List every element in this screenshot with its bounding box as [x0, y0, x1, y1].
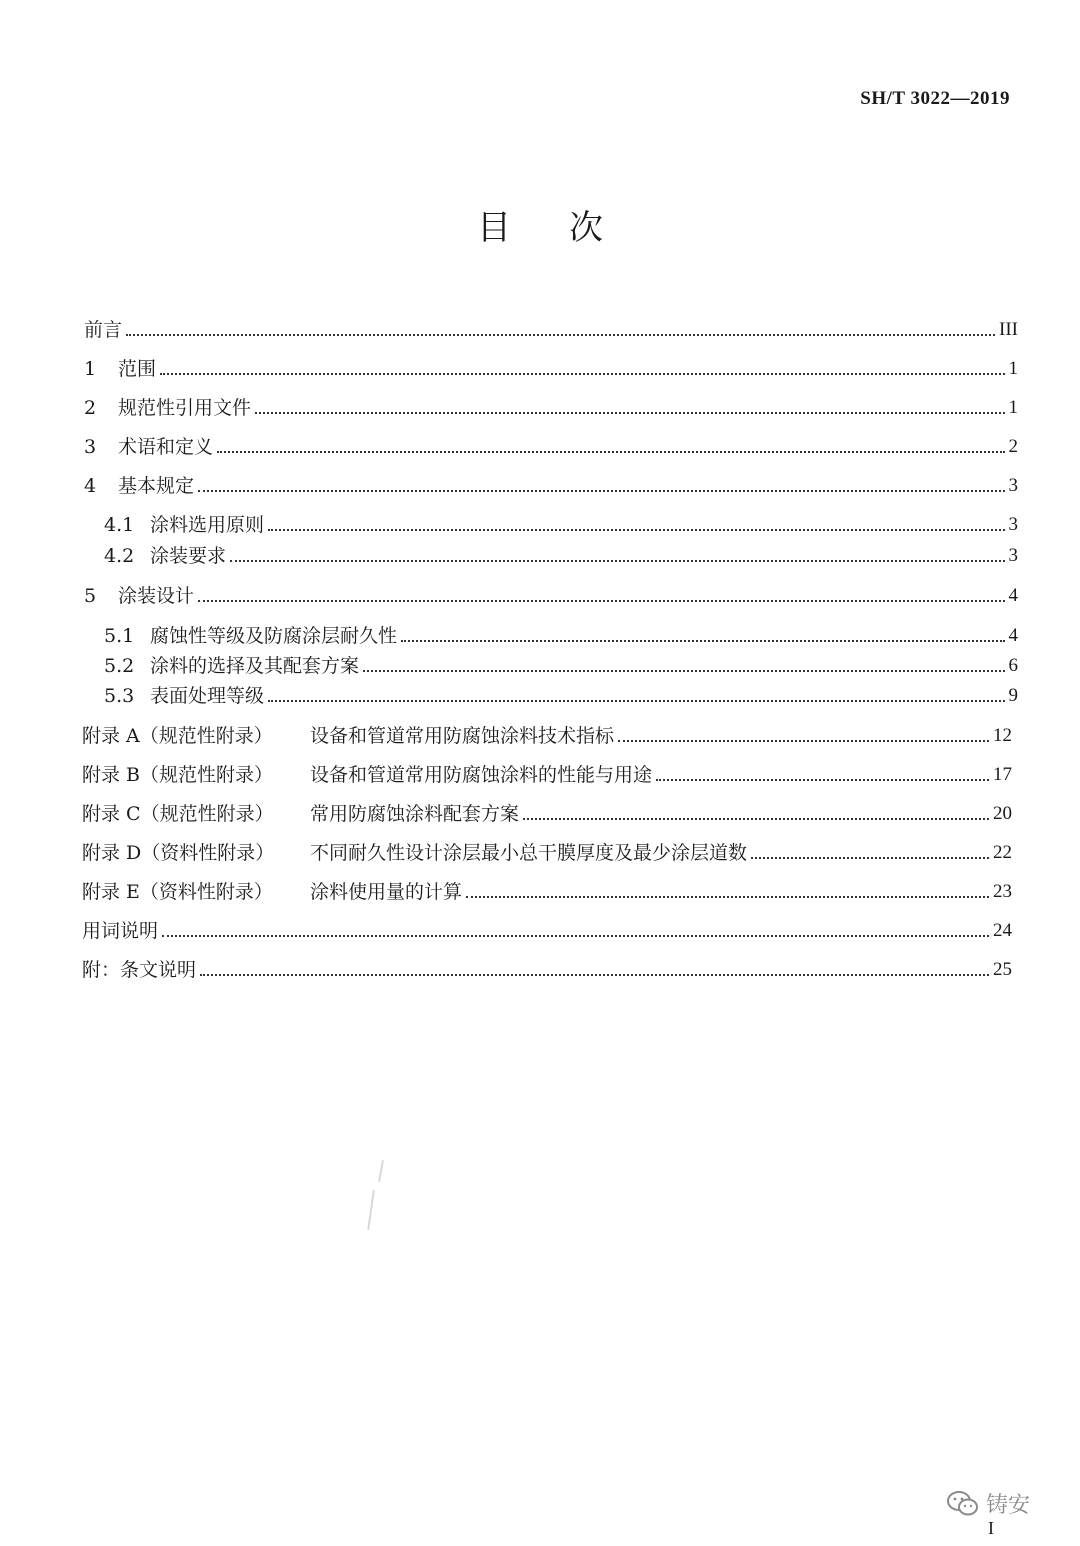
- toc-page-number: 3: [1008, 475, 1018, 496]
- toc-item-4-2[interactable]: [84, 538, 1018, 568]
- toc-leader-dots: [268, 528, 1004, 531]
- toc-leader-dots: [268, 699, 1004, 702]
- toc-label: 范围: [118, 358, 157, 380]
- toc-label: 常用防腐蚀涂料配套方案: [310, 803, 520, 825]
- toc-item-annex-c[interactable]: [82, 796, 1012, 826]
- toc-page-number: 17: [993, 764, 1012, 785]
- toc-item-annex-e[interactable]: [82, 874, 1012, 904]
- toc-label: 设备和管道常用防腐蚀涂料的性能与用途: [310, 764, 653, 786]
- toc-page-number: 22: [993, 842, 1012, 863]
- toc-label: 附：条文说明: [82, 959, 197, 981]
- page-title: 目次: [477, 208, 661, 248]
- toc-page-number: 1: [1008, 397, 1018, 418]
- toc-number: 5.1: [104, 625, 135, 647]
- toc-item-5-1[interactable]: [84, 618, 1018, 648]
- toc-page-number: 6: [1008, 655, 1018, 676]
- toc-item-coating-design[interactable]: [84, 578, 1018, 608]
- toc-page-number: 25: [993, 959, 1012, 980]
- toc-page-number: 1: [1008, 358, 1018, 379]
- toc-page-number: 3: [1008, 545, 1018, 566]
- toc-leader-dots: [200, 973, 989, 976]
- toc-label: 基本规定: [118, 475, 195, 497]
- toc-label: 不同耐久性设计涂层最小总干膜厚度及最少涂层道数: [310, 842, 748, 864]
- toc-number: 3: [84, 436, 97, 458]
- scan-artifact: [378, 1160, 384, 1182]
- toc-item-wording[interactable]: [82, 913, 1012, 943]
- watermark-text: 铸安: [986, 1493, 1031, 1518]
- toc-item-5-3[interactable]: [84, 678, 1018, 708]
- toc-item-terms[interactable]: [84, 429, 1018, 459]
- toc-leader-dots: [656, 778, 989, 781]
- toc-leader-dots: [162, 934, 989, 937]
- toc-leader-dots: [217, 450, 1004, 453]
- toc-number: 5: [84, 585, 97, 607]
- toc-item-clause-explanation[interactable]: [82, 952, 1012, 982]
- toc-label: 涂装设计: [118, 585, 195, 607]
- wechat-icon: [946, 1490, 980, 1518]
- toc-annex-name: 附录 D（资料性附录）: [82, 842, 275, 864]
- toc-label: 术语和定义: [118, 436, 214, 458]
- toc-page-number: 9: [1008, 685, 1018, 706]
- toc-number: 5.2: [104, 655, 135, 677]
- toc-label: 腐蚀性等级及防腐涂层耐久性: [150, 625, 398, 647]
- toc-page-number: III: [999, 319, 1018, 340]
- toc-number: 4.2: [104, 545, 135, 567]
- toc-number: 4.1: [104, 514, 135, 536]
- toc-item-foreword[interactable]: [84, 312, 1018, 342]
- toc-leader-dots: [255, 411, 1004, 414]
- toc-item-4-1[interactable]: [84, 507, 1018, 537]
- toc-leader-dots: [363, 669, 1004, 672]
- toc-page-number: 3: [1008, 514, 1018, 535]
- toc-annex-name: 附录 B（规范性附录）: [82, 764, 274, 786]
- toc-item-5-2[interactable]: [84, 648, 1018, 678]
- toc-annex-name: 附录 A（规范性附录）: [82, 725, 273, 747]
- toc-page-number: 12: [993, 725, 1012, 746]
- toc-label: 用词说明: [82, 920, 159, 942]
- toc-item-scope[interactable]: [84, 351, 1018, 381]
- toc-number: 1: [84, 358, 97, 380]
- toc-leader-dots: [198, 489, 1004, 492]
- toc-leader-dots: [198, 599, 1004, 602]
- toc-leader-dots: [466, 895, 989, 898]
- toc-annex-name: 附录 C（规范性附录）: [82, 803, 274, 825]
- toc-number: 4: [84, 475, 97, 497]
- toc-page-number: 24: [993, 920, 1012, 941]
- toc-number: 5.3: [104, 685, 135, 707]
- toc-item-annex-b[interactable]: [82, 757, 1012, 787]
- toc-label: 涂料选用原则: [150, 514, 265, 536]
- toc-page-number: 4: [1008, 625, 1018, 646]
- toc-leader-dots: [523, 817, 989, 820]
- toc-item-basic-requirements[interactable]: [84, 468, 1018, 498]
- toc-item-annex-d[interactable]: [82, 835, 1012, 865]
- toc-page-number: 4: [1008, 585, 1018, 606]
- toc-leader-dots: [751, 856, 989, 859]
- toc-page-number: 23: [993, 881, 1012, 902]
- scan-artifact: [367, 1190, 375, 1230]
- toc-item-normative-references[interactable]: [84, 390, 1018, 420]
- toc-label: 设备和管道常用防腐蚀涂料技术指标: [310, 725, 615, 747]
- toc-number: 2: [84, 397, 97, 419]
- toc-item-annex-a[interactable]: [82, 718, 1012, 748]
- toc-leader-dots: [126, 333, 995, 336]
- toc-label: 规范性引用文件: [118, 397, 252, 419]
- toc-label: 前言: [84, 319, 123, 341]
- toc-label: 表面处理等级: [150, 685, 265, 707]
- toc-label: 涂装要求: [150, 545, 227, 567]
- toc-leader-dots: [230, 559, 1004, 562]
- page-number: I: [988, 1518, 994, 1538]
- toc-leader-dots: [618, 739, 989, 742]
- toc-label: 涂料使用量的计算: [310, 881, 463, 903]
- toc-leader-dots: [401, 639, 1004, 642]
- toc-page-number: 2: [1008, 436, 1018, 457]
- toc-label: 涂料的选择及其配套方案: [150, 655, 360, 677]
- toc-leader-dots: [160, 372, 1004, 375]
- standard-number: SH/T 3022—2019: [860, 88, 1010, 109]
- toc-annex-name: 附录 E（资料性附录）: [82, 881, 273, 903]
- watermark: [946, 1488, 1030, 1519]
- toc-page-number: 20: [993, 803, 1012, 824]
